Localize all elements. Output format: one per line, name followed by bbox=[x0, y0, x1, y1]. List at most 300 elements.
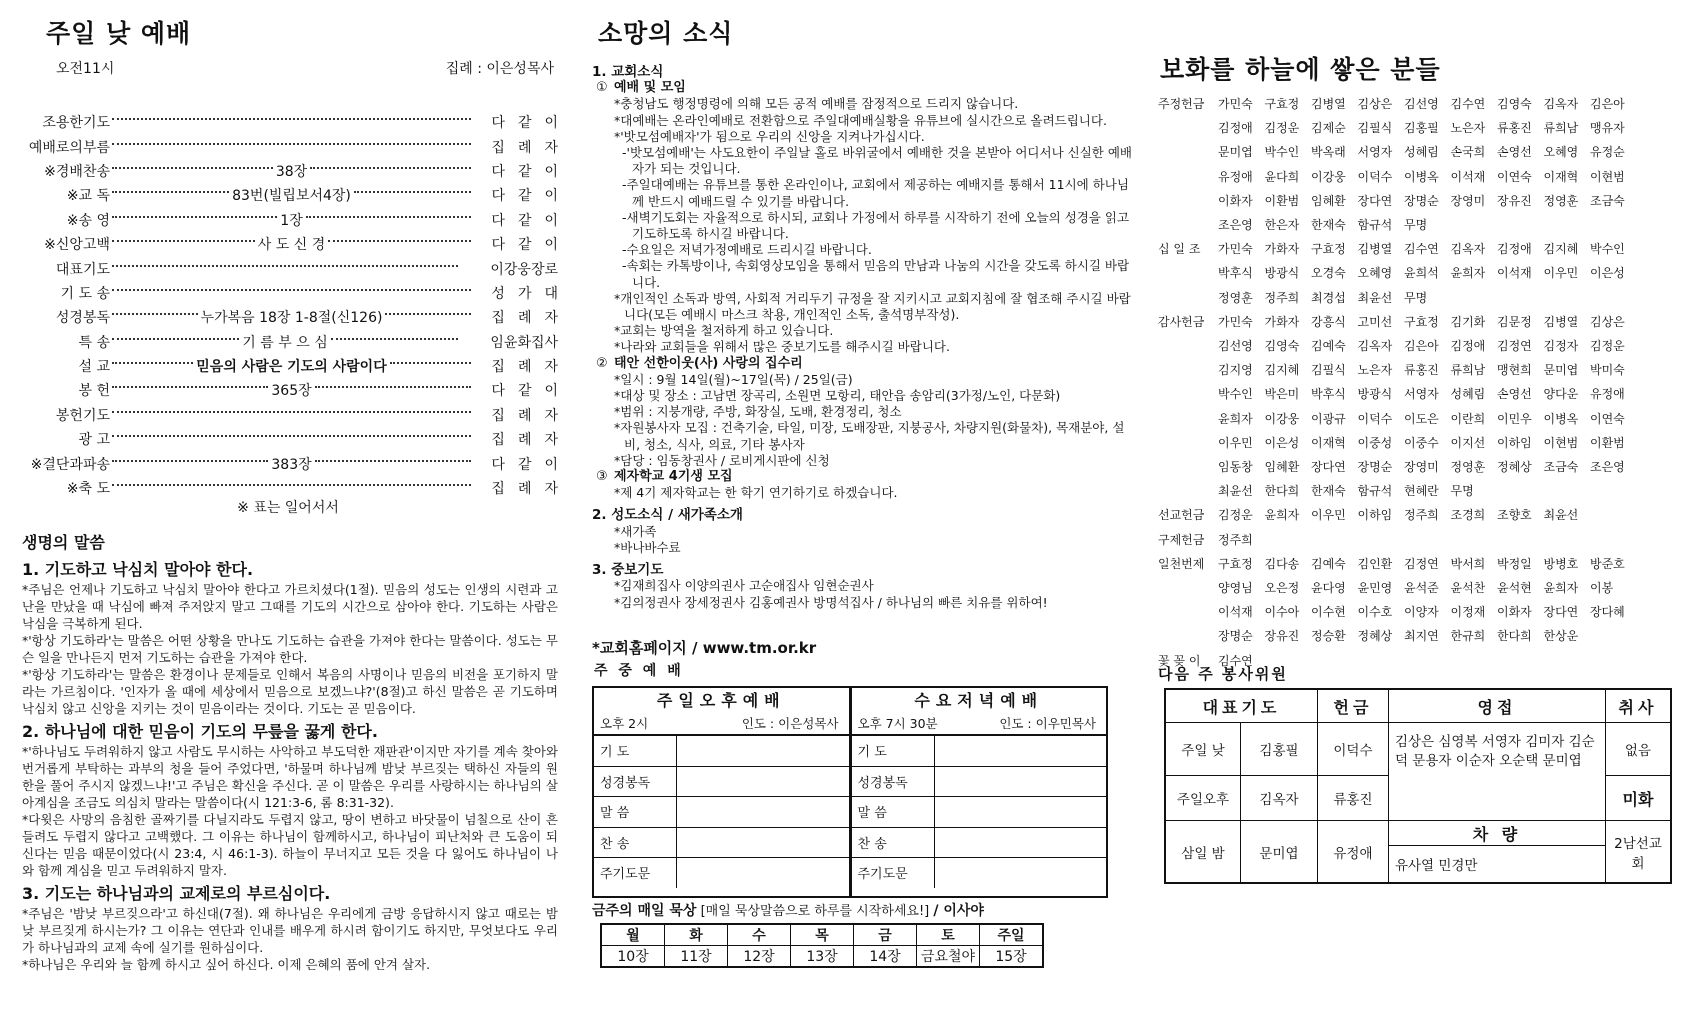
news-item: *제 4기 제자학교는 한 학기 연기하기로 하겠습니다. bbox=[614, 485, 898, 501]
donor-name: 김지혜 bbox=[1264, 363, 1300, 378]
meditation-chapter: 15장 bbox=[980, 946, 1044, 968]
donor-name: 류홍진 bbox=[1497, 121, 1532, 136]
donor-name: 양영님 bbox=[1218, 581, 1253, 596]
donor-name: 이광규 bbox=[1311, 411, 1346, 426]
header-welcome: 영접 bbox=[1388, 689, 1605, 723]
donor-name: 장유진 bbox=[1264, 629, 1300, 644]
news-section-heading: 3. 중보기도 bbox=[592, 562, 664, 579]
offerings-title: 보화를 하늘에 쌓은 분들 bbox=[1160, 55, 1441, 84]
leader-dots bbox=[112, 167, 273, 169]
donor-name: 박미숙 bbox=[1590, 363, 1625, 378]
donor-name: 조향호 bbox=[1497, 508, 1532, 523]
donor-name: 박수인 bbox=[1264, 145, 1300, 160]
service-order-row bbox=[594, 736, 849, 766]
service-leader: 인도 : 이은성목사 bbox=[741, 716, 839, 731]
donor-name: 이강웅 bbox=[1311, 169, 1346, 184]
donor-name: 이재혁 bbox=[1311, 435, 1346, 450]
donor-name: 박후식 bbox=[1218, 266, 1253, 281]
donor-name: 김정연 bbox=[1497, 339, 1532, 354]
meditation-table bbox=[600, 923, 1044, 968]
donor-name: 성혜림 bbox=[1450, 387, 1486, 402]
service-order-row bbox=[852, 827, 1107, 858]
service-name: 주일오후예배 bbox=[656, 691, 786, 710]
leader-dots bbox=[112, 216, 277, 218]
prayer-person: 김옥자 bbox=[1241, 776, 1318, 821]
order-label: 기 도 송 bbox=[60, 285, 110, 302]
order-person: 다같이 bbox=[491, 163, 571, 180]
donor-name: 임혜환 bbox=[1311, 193, 1346, 208]
donor-name: 문미엽 bbox=[1543, 363, 1579, 378]
donor-name: 김필식 bbox=[1357, 121, 1393, 136]
service-order-row bbox=[852, 858, 1107, 888]
header-prayer: 대표기도 bbox=[1165, 689, 1317, 723]
meditation-chapters-row bbox=[601, 946, 1043, 968]
meditation-day: 월 bbox=[601, 924, 665, 946]
offering-category: 주정헌금 bbox=[1158, 97, 1205, 111]
worship-title: 주일 낮 예배 bbox=[46, 19, 192, 48]
donor-name: 장유진 bbox=[1497, 193, 1532, 208]
order-content: 믿음의 사람은 기도의 사람이다 bbox=[196, 359, 387, 376]
meditation-note: [매일 묵상말씀으로 하루를 시작하세요!] bbox=[700, 904, 930, 919]
donor-name: 노은자 bbox=[1357, 363, 1393, 378]
order-person: 집례자 bbox=[491, 310, 571, 327]
cleaning-value: 2남선교회 bbox=[1605, 821, 1671, 884]
offering-category: 일천번제 bbox=[1158, 556, 1205, 571]
donor-name: 조은영 bbox=[1590, 460, 1625, 475]
donor-name: 최윤선 bbox=[1357, 290, 1393, 305]
donor-name: 김은아 bbox=[1404, 339, 1439, 354]
service-order-value bbox=[934, 827, 1106, 858]
order-person: 다같이 bbox=[491, 456, 571, 473]
donor-name: 이수호 bbox=[1357, 605, 1393, 620]
donor-name: 이하임 bbox=[1357, 508, 1393, 523]
donor-name: 윤희자 bbox=[1543, 581, 1579, 596]
meditation-line bbox=[592, 900, 984, 920]
service-name: 삼일 밤 bbox=[1165, 821, 1241, 884]
donor-name: 유정애 bbox=[1218, 169, 1253, 184]
header-offering: 헌금 bbox=[1317, 689, 1388, 723]
donor-name: 윤석찬 bbox=[1450, 581, 1486, 596]
vehicle-label: 차 량 bbox=[1388, 821, 1605, 846]
donor-name: 이석재 bbox=[1450, 169, 1486, 184]
order-row bbox=[18, 378, 571, 402]
service-order-value bbox=[677, 858, 849, 888]
donor-name: 한상운 bbox=[1543, 629, 1579, 644]
donor-name: 정주희 bbox=[1218, 532, 1253, 547]
donor-name: 박옥래 bbox=[1311, 145, 1346, 160]
donor-name: 임혜환 bbox=[1264, 460, 1300, 475]
donor-name: 김병열 bbox=[1311, 97, 1346, 111]
offering-names bbox=[1218, 503, 1678, 527]
donor-name: 정영훈 bbox=[1218, 290, 1253, 305]
leader-dots bbox=[385, 313, 471, 315]
offering-names bbox=[1218, 92, 1678, 237]
order-row bbox=[18, 159, 571, 183]
donor-name: 손영선 bbox=[1497, 387, 1532, 402]
donor-name: 김정운 bbox=[1218, 508, 1253, 523]
donor-name: 이석재 bbox=[1218, 605, 1253, 620]
donor-name: 김정자 bbox=[1543, 339, 1579, 354]
donor-name: 오경숙 bbox=[1311, 266, 1346, 281]
service-name: 주일오후 bbox=[1165, 776, 1241, 821]
service-order-row bbox=[594, 827, 849, 858]
donor-name: 맹현희 bbox=[1497, 363, 1532, 378]
donor-name: 이재혁 bbox=[1543, 169, 1579, 184]
news-item: *자원봉사자 모집 : 건축기술, 타일, 미장, 도배장판, 지붕공사, 차량지원(화물차), 목재분야, 설비, 청소, 식사, 의료, 기타 봉사자 bbox=[614, 420, 1125, 452]
donor-name: 가민숙 bbox=[1218, 97, 1253, 111]
news-title: 소망의 소식 bbox=[598, 19, 734, 48]
donor-name: 서영자 bbox=[1357, 145, 1393, 160]
donor-name: 손영선 bbox=[1497, 145, 1532, 160]
leader-dots bbox=[112, 460, 268, 462]
donor-name: 이도은 bbox=[1404, 411, 1439, 426]
meditation-book: / 이사야 bbox=[933, 903, 984, 919]
sermon-paragraph: *하나님은 우리와 늘 함께 하시고 싶어 하신다. 이제 은혜의 품에 안겨 살자. bbox=[22, 957, 431, 972]
life-word-title: 생명의 말씀 bbox=[22, 533, 105, 552]
donor-name: 이환범 bbox=[1264, 193, 1300, 208]
donor-name: 이병옥 bbox=[1543, 411, 1579, 426]
service-order-label: 말 씀 bbox=[852, 797, 935, 828]
donor-name: 김정운 bbox=[1590, 339, 1625, 354]
donor-name: 윤다희 bbox=[1264, 169, 1300, 184]
meditation-title: 금주의 매일 묵상 bbox=[592, 903, 697, 919]
donor-name: 정승환 bbox=[1311, 629, 1346, 644]
order-content: 1장 bbox=[280, 212, 303, 229]
leader-dots bbox=[112, 265, 458, 267]
donor-name: 정혜상 bbox=[1497, 460, 1532, 475]
donor-name: 방병호 bbox=[1543, 556, 1579, 571]
news-item: *'밧모섬예배자'가 됨으로 우리의 신앙을 지켜나가십시다. bbox=[614, 128, 925, 144]
donor-name: 이현범 bbox=[1543, 435, 1579, 450]
service-order-row bbox=[594, 797, 849, 828]
donor-name: 이수아 bbox=[1264, 605, 1300, 620]
weekday-title: 주 중 예 배 bbox=[594, 663, 684, 679]
service-time: 오후 7시 30분 bbox=[857, 716, 938, 731]
donor-name: 구효정 bbox=[1218, 556, 1253, 571]
order-person: 다같이 bbox=[491, 115, 571, 132]
donor-name: 장명순 bbox=[1404, 193, 1439, 208]
donor-name: 한다희 bbox=[1497, 629, 1532, 644]
offering-group bbox=[1158, 92, 1678, 237]
donor-name: 이양자 bbox=[1404, 605, 1439, 620]
news-item: *대예배는 온라인예배로 전환함으로 주일대예배실황을 유튜브에 실시간으로 올려드립니다. bbox=[614, 112, 1107, 128]
donor-name: 김상은 bbox=[1357, 97, 1393, 111]
donor-name: 방광식 bbox=[1357, 387, 1393, 402]
prayer-person: 김홍필 bbox=[1241, 723, 1318, 776]
leader-dots bbox=[112, 118, 471, 120]
donor-name: 방준호 bbox=[1590, 556, 1625, 571]
sermon-point-heading: 3. 기도는 하나님과의 교제로의 부르심이다. bbox=[22, 884, 331, 903]
donor-name: 김정애 bbox=[1450, 339, 1486, 354]
sermon-paragraph: *다윗은 사망의 음침한 골짜기를 다닐지라도 두렵지 않고, 땅이 변하고 바닷물이 넘칠으로 산이 흔들려도 두렵지 않다고 고백했다. 그 이유는 하나님이 함께하시고, 하나님이 피난처와 큰 도움이 되신다는 믿음 때문이었다(시 23:4, 시 46:1-3). 하늘이 무너지고 모든 것을 다 잃어도 하나님이 나와 함께 계심을 믿고 두려워하지 말자. bbox=[22, 812, 558, 878]
leader-dots bbox=[112, 240, 255, 242]
donor-name: 김병열 bbox=[1543, 314, 1579, 329]
meditation-day: 화 bbox=[665, 924, 728, 946]
donor-name: 류희남 bbox=[1543, 121, 1579, 136]
donor-name: 김선영 bbox=[1218, 339, 1253, 354]
leader-dots bbox=[306, 216, 471, 218]
leader-dots bbox=[112, 338, 239, 340]
news-item: *범위 : 지붕개량, 주방, 화장실, 도배, 환경정리, 청소 bbox=[614, 404, 902, 420]
order-label: ※결단과파송 bbox=[30, 456, 110, 473]
donor-name: 장명순 bbox=[1357, 460, 1393, 475]
leader-dots bbox=[331, 338, 458, 340]
order-person: 다같이 bbox=[491, 188, 572, 205]
order-label: 광 고 bbox=[78, 432, 110, 449]
leader-dots bbox=[315, 386, 471, 388]
meditation-day: 토 bbox=[917, 924, 980, 946]
news-item: *교회는 방역을 철저하게 하고 있습니다. bbox=[614, 323, 834, 339]
leader-dots bbox=[112, 143, 471, 145]
order-content: 38장 bbox=[275, 163, 308, 180]
service-order-label: 기 도 bbox=[594, 736, 677, 766]
donor-name: 유정애 bbox=[1590, 387, 1625, 402]
donor-name: 한은자 bbox=[1264, 218, 1300, 233]
donor-name: 박수인 bbox=[1590, 242, 1625, 257]
donor-name: 강흥식 bbox=[1311, 314, 1346, 329]
leader-dots bbox=[112, 386, 268, 388]
donor-name: 최윤선 bbox=[1543, 508, 1579, 523]
donor-name: 오은정 bbox=[1264, 581, 1300, 596]
donor-name: 가민숙 bbox=[1218, 314, 1253, 329]
service-order-label: 주기도문 bbox=[852, 858, 935, 888]
order-content: 383장 bbox=[271, 456, 312, 473]
donor-name: 김필식 bbox=[1311, 363, 1346, 378]
worship-leader: 집례 : 이은성목사 bbox=[445, 61, 554, 77]
offering-category: 선교헌금 bbox=[1158, 508, 1205, 523]
welcome-people: 김상은 심영복 서영자 김미자 김순덕 문용자 이순자 오순택 문미엽 bbox=[1388, 723, 1605, 821]
donor-name: 장다연 bbox=[1311, 460, 1346, 475]
order-person: 임윤화집사 bbox=[490, 334, 559, 351]
leader-dots bbox=[112, 484, 471, 486]
donor-name: 정주희 bbox=[1404, 508, 1439, 523]
offering-person: 유정애 bbox=[1317, 821, 1388, 884]
donor-name: 문미엽 bbox=[1218, 145, 1253, 160]
news-item: *충청남도 행정명령에 의해 모든 공적 예배를 잠정적으로 드리지 않습니다. bbox=[614, 96, 1019, 112]
life-word-section bbox=[22, 530, 558, 973]
circled-number: ③ bbox=[596, 469, 608, 485]
service-order-label: 주기도문 bbox=[594, 858, 677, 888]
service-leader: 인도 : 이우민목사 bbox=[999, 716, 1096, 731]
donor-name: 김기화 bbox=[1450, 314, 1486, 329]
news-section-heading: 2. 성도소식 / 새가족소개 bbox=[592, 507, 743, 524]
leader-dots bbox=[354, 191, 471, 193]
donor-name: 이병옥 bbox=[1404, 169, 1439, 184]
donor-name: 유정순 bbox=[1590, 145, 1625, 160]
donor-name: 구효정 bbox=[1404, 314, 1439, 329]
donor-name: 박정일 bbox=[1497, 556, 1532, 571]
donor-name: 윤희자 bbox=[1264, 508, 1300, 523]
meditation-chapter: 12장 bbox=[728, 946, 791, 968]
service-order-row bbox=[594, 766, 849, 797]
news-section-heading: 1. 교회소식 bbox=[592, 64, 664, 80]
meditation-chapter: 13장 bbox=[791, 946, 854, 968]
order-person: 다같이 bbox=[491, 237, 572, 254]
donor-name: 윤다영 bbox=[1311, 581, 1346, 596]
offering-names bbox=[1218, 552, 1678, 649]
donor-name: 임동창 bbox=[1218, 460, 1253, 475]
service-order-row bbox=[852, 797, 1107, 828]
donor-name: 이지선 bbox=[1450, 435, 1486, 450]
order-person: 이강웅장로 bbox=[490, 261, 558, 278]
donor-name: 이중수 bbox=[1404, 435, 1439, 450]
donor-name: 이강웅 bbox=[1264, 411, 1300, 426]
cooking-value: 없음 bbox=[1605, 723, 1671, 776]
meditation-day: 금 bbox=[854, 924, 917, 946]
service-name: 수요저녁예배 bbox=[914, 691, 1044, 710]
order-row bbox=[18, 110, 571, 134]
donor-name: 김정애 bbox=[1218, 121, 1253, 136]
donor-name: 윤민영 bbox=[1357, 581, 1393, 596]
donor-name: 김옥자 bbox=[1357, 339, 1393, 354]
order-person: 집례자 bbox=[491, 359, 571, 376]
order-row bbox=[18, 134, 571, 158]
donor-name: 가화자 bbox=[1264, 242, 1300, 257]
donor-name: 김홍필 bbox=[1404, 121, 1439, 136]
leader-dots bbox=[112, 191, 229, 193]
order-row bbox=[18, 232, 572, 256]
donor-name: 최윤선 bbox=[1218, 484, 1253, 499]
donor-name: 무명 bbox=[1404, 290, 1428, 305]
order-label: 봉 헌 bbox=[78, 383, 110, 400]
news-item: -수요일은 저녁가정예배로 드리시길 바랍니다. bbox=[622, 242, 872, 258]
donor-name: 김인환 bbox=[1357, 556, 1393, 571]
service-order-value bbox=[934, 736, 1106, 766]
donor-name: 김정운 bbox=[1264, 121, 1300, 136]
weekday-service bbox=[849, 688, 1107, 896]
donor-name: 윤석준 bbox=[1404, 581, 1439, 596]
offering-group bbox=[1158, 528, 1678, 552]
order-label: ※경배찬송 bbox=[44, 163, 110, 180]
service-info bbox=[852, 714, 1107, 736]
news-item: -속회는 카톡방이나, 속회영상모임을 통해서 믿음의 만남과 나눔의 시간을 갖도록 하시길 바랍니다. bbox=[622, 258, 1130, 290]
news-subheading-text: 태안 선한이웃(사) 사랑의 집수리 bbox=[614, 355, 803, 371]
donor-name: 김정연 bbox=[1404, 556, 1439, 571]
order-person: 집례자 bbox=[491, 407, 571, 424]
donor-name: 이은성 bbox=[1264, 435, 1300, 450]
service-order-label: 찬 송 bbox=[594, 827, 677, 858]
service-order-label: 성경봉독 bbox=[852, 766, 935, 797]
donor-name: 류희남 bbox=[1450, 363, 1486, 378]
donor-name: 김지영 bbox=[1218, 363, 1253, 378]
donor-name: 이화자 bbox=[1218, 193, 1253, 208]
service-order-value bbox=[934, 797, 1106, 828]
donor-name: 김예숙 bbox=[1311, 556, 1346, 571]
donor-name: 장다연 bbox=[1543, 605, 1579, 620]
donor-name: 오혜영 bbox=[1543, 145, 1579, 160]
leader-dots bbox=[112, 362, 193, 364]
donor-name: 김수연 bbox=[1218, 653, 1253, 668]
service-order-value bbox=[934, 766, 1106, 797]
donor-name: 박후식 bbox=[1311, 387, 1346, 402]
donor-name: 장다연 bbox=[1357, 193, 1393, 208]
donor-name: 장영미 bbox=[1450, 193, 1486, 208]
donor-name: 이란희 bbox=[1450, 411, 1486, 426]
offering-category: 감사헌금 bbox=[1158, 314, 1205, 329]
donor-name: 최지연 bbox=[1404, 629, 1439, 644]
order-row bbox=[18, 451, 571, 475]
offerings-list bbox=[1158, 92, 1678, 673]
meditation-day: 목 bbox=[791, 924, 854, 946]
donor-name: 이덕수 bbox=[1357, 411, 1393, 426]
news-list bbox=[592, 58, 1132, 611]
donor-name: 조은영 bbox=[1218, 218, 1253, 233]
order-person: 성가대 bbox=[491, 285, 571, 302]
order-row bbox=[18, 403, 571, 427]
order-label: ※신앙고백 bbox=[44, 237, 110, 254]
news-item: *바나바수료 bbox=[614, 539, 681, 555]
donor-name: 윤희자 bbox=[1218, 411, 1253, 426]
offering-names bbox=[1218, 528, 1678, 552]
service-order-label: 찬 송 bbox=[852, 827, 935, 858]
order-person: 집례자 bbox=[491, 481, 571, 498]
order-person: 집례자 bbox=[491, 139, 571, 156]
leader-dots bbox=[310, 167, 471, 169]
donor-name: 한규희 bbox=[1450, 629, 1486, 644]
order-label: 예배로의부름 bbox=[28, 139, 110, 156]
donor-name: 정주희 bbox=[1264, 290, 1300, 305]
donor-name: 김영숙 bbox=[1497, 97, 1532, 111]
donor-name: 이하임 bbox=[1497, 435, 1532, 450]
donor-name: 조경희 bbox=[1450, 508, 1486, 523]
donor-name: 이연숙 bbox=[1497, 169, 1532, 184]
header-cooking: 취사 bbox=[1605, 689, 1671, 723]
order-row bbox=[18, 208, 571, 232]
leader-dots bbox=[328, 240, 471, 242]
sermon-paragraph: *주님은 '밤낮 부르짖으라'고 하신대(7절). 왜 하나님은 우리에게 금방 응답하시지 않고 때로는 밤낮 부르짖게 하시는가? 그 이유는 연단과 인내를 배우게 하시려 함이기도 하지만, 무엇보다도 우리가 하나님과의 교제 속에 실기를 원하심이다. bbox=[22, 906, 558, 955]
service-order-table bbox=[852, 736, 1107, 888]
donor-name: 방광식 bbox=[1264, 266, 1300, 281]
donor-name: 장다혜 bbox=[1590, 605, 1625, 620]
donor-name: 이은성 bbox=[1590, 266, 1625, 281]
donor-name: 이연숙 bbox=[1590, 411, 1625, 426]
service-order-row bbox=[594, 858, 849, 888]
news-subheading bbox=[596, 356, 1132, 372]
donor-name: 오혜영 bbox=[1357, 266, 1393, 281]
donor-name: 양다운 bbox=[1543, 387, 1579, 402]
donor-name: 김옥자 bbox=[1450, 242, 1486, 257]
offering-category: 구제헌금 bbox=[1158, 532, 1205, 547]
donor-name: 구효정 bbox=[1311, 242, 1346, 257]
sermon-paragraph: *'항상 기도하라'는 말씀은 어떤 상황을 만나도 기도하는 습관을 가져야 한다는 말씀이다. 성도는 무슨 일을 만나든지 먼저 기도하는 습관을 가져야 한다. bbox=[22, 633, 558, 665]
offering-names bbox=[1218, 237, 1678, 310]
order-label: 성경봉독 bbox=[55, 310, 110, 327]
service-order-row bbox=[852, 736, 1107, 766]
donor-name: 이봉 bbox=[1590, 581, 1614, 596]
worship-time-row bbox=[56, 58, 554, 78]
meditation-days-row bbox=[601, 924, 1043, 946]
news-subheading-text: 제자학교 4기생 모집 bbox=[614, 469, 733, 485]
service-time: 오후 2시 bbox=[600, 716, 649, 731]
service-order-label: 성경봉독 bbox=[594, 766, 677, 797]
donor-name: 조금숙 bbox=[1590, 193, 1625, 208]
donor-name: 장명순 bbox=[1218, 629, 1253, 644]
service-order-value bbox=[934, 858, 1106, 888]
donor-name: 조금숙 bbox=[1543, 460, 1579, 475]
leader-dots bbox=[390, 362, 471, 364]
donor-name: 서영자 bbox=[1404, 387, 1439, 402]
donor-name: 정혜상 bbox=[1357, 629, 1393, 644]
donor-name: 이화자 bbox=[1497, 605, 1532, 620]
service-order-label: 말 씀 bbox=[594, 797, 677, 828]
service-order-value bbox=[677, 766, 849, 797]
donor-name: 이민우 bbox=[1497, 411, 1532, 426]
donor-name: 무명 bbox=[1450, 484, 1474, 499]
news-item: *일시 : 9월 14일(월)~17일(목) / 25일(금) bbox=[614, 371, 853, 387]
donor-name: 이수현 bbox=[1311, 605, 1346, 620]
sermon-paragraph: *'하나님도 두려워하지 않고 사람도 무시하는 사악하고 부도덕한 재판관'이지만 자기를 계속 찾아와 번거롭게 부탁하는 과부의 청을 들어 주었다면, '하물며 하나님께 밤낮 부르짖는 택하신 자들의 원한을 풀어 주시지 않겠느냐!'고 주님은 확신을 주신다. 곧 이 말씀은 우리를 사랑하시는 하나님의 살아계심을 조금도 의심치 말라는 말씀이다(시 121:3-6, 롬 8:31-32). bbox=[22, 744, 558, 810]
donor-name: 고미선 bbox=[1357, 314, 1393, 329]
